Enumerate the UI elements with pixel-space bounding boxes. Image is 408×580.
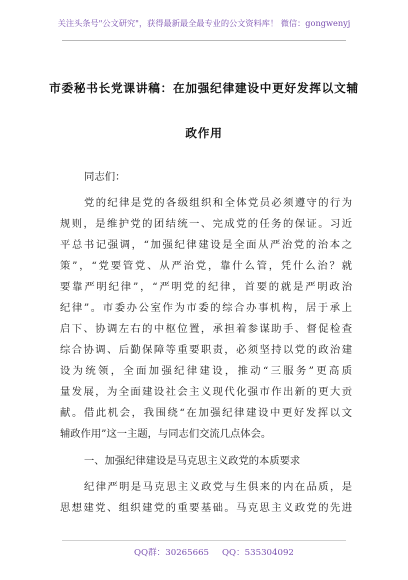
body-line: 设为统领，全面加强纪律建设，推动“三服务”更高质 (60, 365, 352, 377)
body-line: 量发展，为全面建设社会主义现代化强市作出新的更大贡 (60, 386, 352, 398)
header-divider (62, 40, 346, 41)
footer-qq-group: QQ群：30265665 (134, 548, 210, 558)
body-line: 平总书记强调，“加强纪律建设是全面从严治党的治本之 (60, 239, 352, 251)
footer (0, 546, 408, 560)
body-line: 思想建党、组织建党的重要基础。马克思主义政党的先进 (60, 502, 352, 514)
section-heading: 一、加强纪律建设是马克思主义政党的本质要求 (84, 455, 301, 467)
footer-divider (62, 540, 346, 541)
salutation: 同志们： (84, 171, 126, 183)
body-line: 辅政作用”这一主题，与同志们交流几点体会。 (60, 428, 272, 440)
body-line: 综合协调、后勤保障等重要职责，必须坚持以党的政治建 (60, 344, 352, 356)
body-line: 策”，“党要管党、从严治党，靠什么管，凭什么治？就 (60, 260, 352, 272)
body-line: 要靠严明纪律”，“严明党的纪律，首要的就是严明政治 (60, 281, 352, 293)
body-line: 启下、协调左右的中枢位置，承担着参谋助手、督促检查 (60, 323, 352, 335)
body-line: 献。借此机会，我围绕“在加强纪律建设中更好发挥以文 (60, 407, 352, 419)
document-title-line-2: 政作用 (185, 126, 223, 140)
body-line: 纪律”。市委办公室作为市委的综合办事机构，居于承上 (60, 302, 352, 314)
body-line: 党的纪律是党的各级组织和全体党员必须遵守的行为 (84, 197, 352, 209)
header-promo-note: 关注头条号"公文研究"，获得最新最全最专业的公文资料库！ 微信：gongwenyj (57, 18, 351, 28)
body-line: 纪律严明是马克思主义政党与生俱来的内在品质，是 (84, 481, 352, 493)
document-title-line-1: 市委秘书长党课讲稿：在加强纪律建设中更好发挥以文辅 (49, 81, 359, 95)
body-line: 规则，是维护党的团结统一、完成党的任务的保证。习近 (60, 218, 352, 230)
footer-qq-contact: QQ：535304092 (222, 548, 294, 558)
